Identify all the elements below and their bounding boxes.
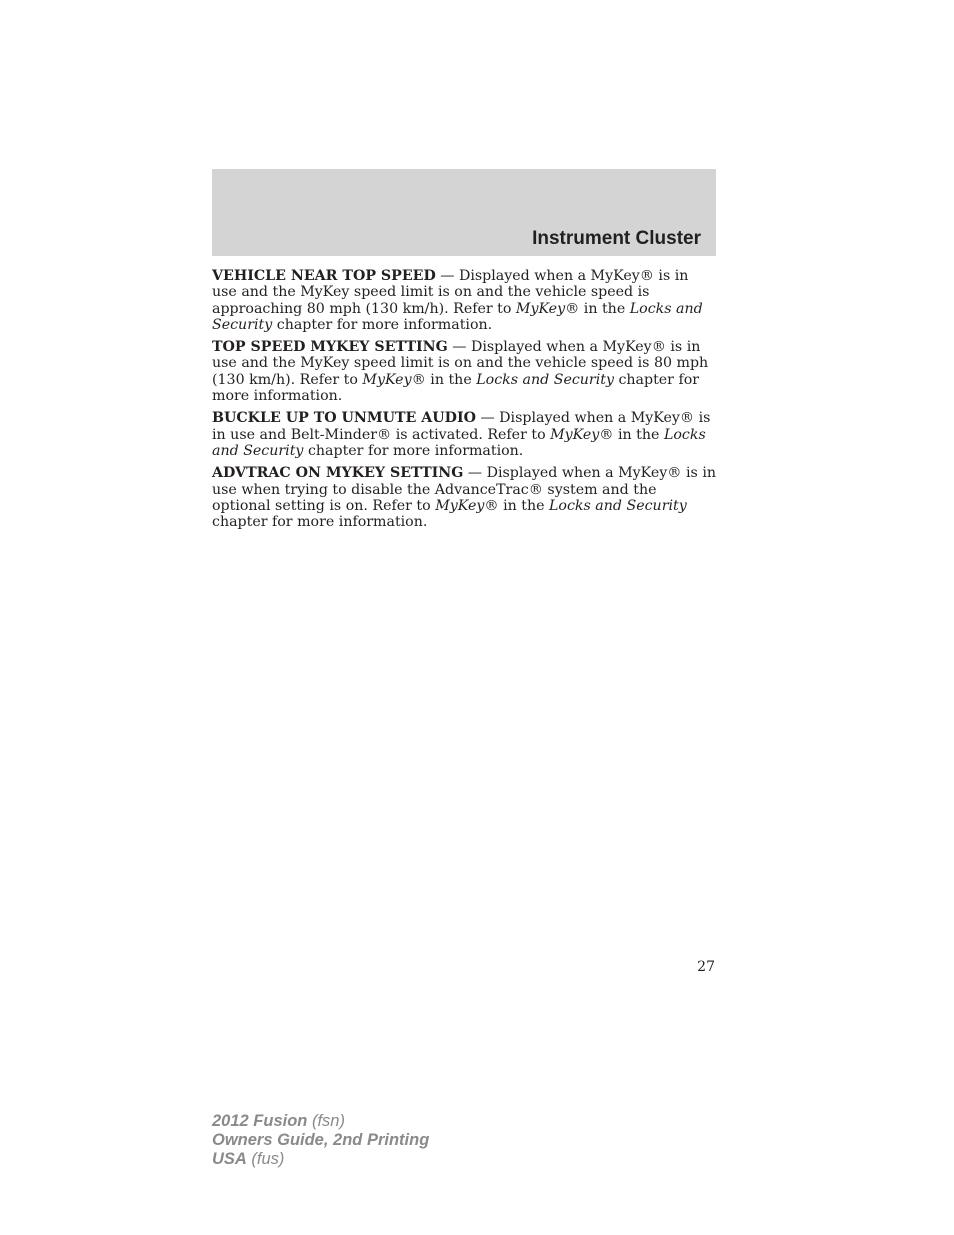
entry-vehicle-near-top-speed: [212, 268, 716, 333]
footer-line-guide: [212, 1131, 429, 1150]
entry-reference: MyKey®: [550, 426, 614, 443]
document-footer: [212, 1112, 429, 1169]
entry-buckle-up-to-unmute-audio: [212, 410, 716, 459]
entry-reference: Locks and Security: [476, 371, 614, 388]
entry-text: — Displayed when a MyKey® is in use and the MyKey speed limit is on and the vehicle speed is 80 mph (130 km/h). Refer to: [212, 339, 709, 388]
footer-market: USA: [212, 1150, 247, 1168]
entry-reference: Locks and Security: [212, 300, 703, 333]
footer-guide: Owners Guide, 2nd Printing: [212, 1131, 430, 1149]
entry-text: in the: [498, 497, 550, 514]
entry-reference: MyKey®: [362, 371, 426, 388]
entry-reference: Locks and Security: [212, 426, 706, 459]
entry-text: in the: [425, 371, 477, 388]
footer-line-market: [212, 1150, 429, 1169]
entry-top-speed-mykey-setting: [212, 339, 716, 404]
entry-reference: Locks and Security: [549, 497, 687, 514]
entry-text: in the: [613, 426, 664, 443]
entry-reference: MyKey®: [515, 300, 580, 317]
section-title: Instrument Cluster: [532, 228, 701, 249]
entry-text: chapter for more information.: [212, 514, 428, 531]
entry-term: TOP SPEED MYKEY SETTING: [212, 339, 448, 356]
entry-text: — Displayed when a MyKey® is in use when trying to disable the AdvanceTrac® system and the optional setting is on. Refer to: [212, 465, 717, 514]
page-number: 27: [697, 959, 715, 975]
entry-text: — Displayed when a MyKey® is in use and Belt-Minder® is activated. Refer to: [212, 410, 711, 443]
entry-term: BUCKLE UP TO UNMUTE AUDIO: [212, 410, 476, 427]
footer-model: 2012 Fusion: [212, 1112, 308, 1130]
entry-text: chapter for more information.: [212, 371, 700, 405]
footer-model-code: (fsn): [307, 1112, 345, 1130]
entry-term: ADVTRAC ON MYKEY SETTING: [212, 465, 464, 482]
footer-market-code: (fus): [246, 1150, 285, 1168]
entry-text: in the: [579, 300, 630, 317]
entry-reference: MyKey®: [435, 497, 499, 514]
entry-advtrac-on-mykey-setting: [212, 465, 716, 530]
section-header-band: [212, 169, 716, 256]
entry-text: chapter for more information.: [272, 316, 493, 333]
main-content: [212, 268, 716, 536]
footer-line-model: [212, 1112, 429, 1131]
entry-text: chapter for more information.: [303, 442, 524, 459]
entry-term: VEHICLE NEAR TOP SPEED: [212, 268, 436, 284]
entry-text: — Displayed when a MyKey® is in use and the MyKey speed limit is on and the vehicle speed is approaching 80 mph (130 km/h). Refer to: [212, 268, 689, 317]
